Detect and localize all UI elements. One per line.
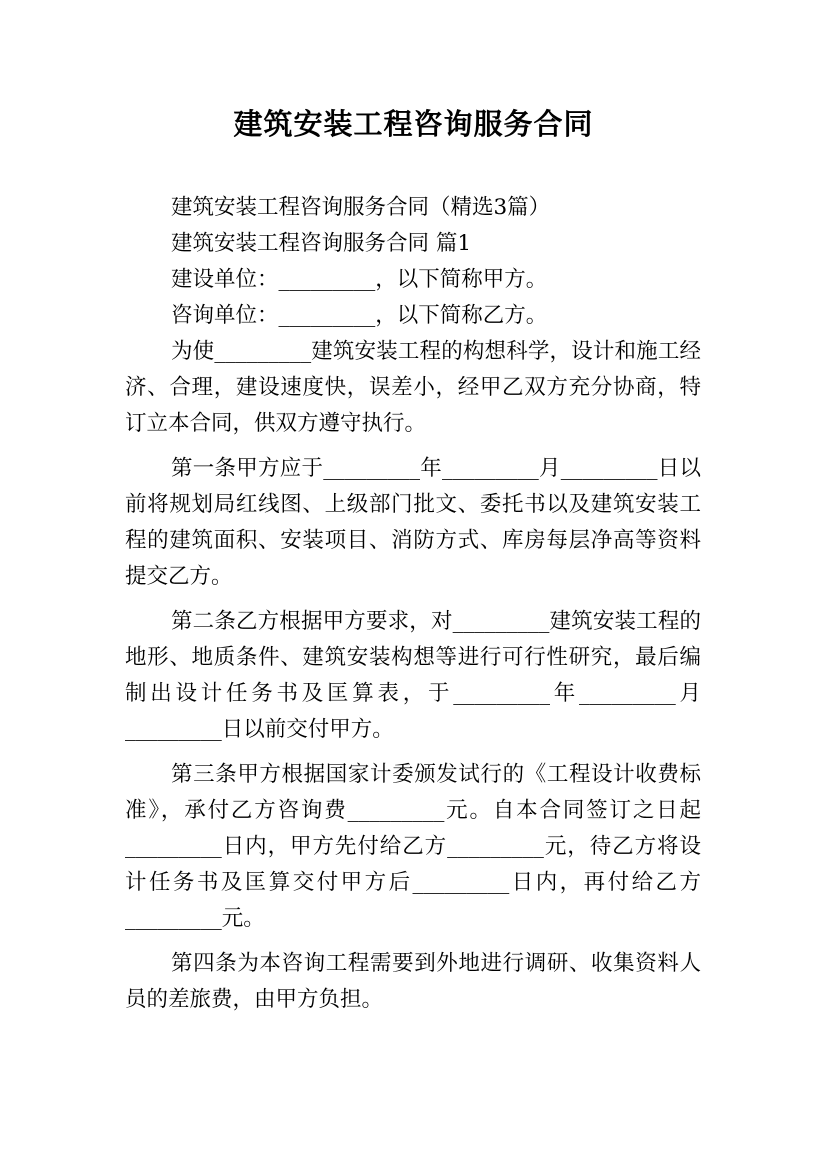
section-heading: 建筑安装工程咨询服务合同 篇1	[171, 231, 472, 256]
party-b-line: 咨询单位：_________，以下简称乙方。	[171, 303, 548, 328]
article-2-paragraph: 第二条乙方根据甲方要求，对_________建筑安装工程的地形、地质条件、建筑安装构想等进行可行性研究，最后编制出设计任务书及匡算表，于_________年_________月_________日以前交付甲方。	[125, 609, 701, 742]
party-a-line: 建设单位：_________，以下简称甲方。	[171, 267, 548, 292]
article-1-paragraph: 第一条甲方应于_________年_________月_________日以前将规划局红线图、上级部门批文、委托书以及建筑安装工程的建筑面积、安装项目、消防方式、库房每层净高等资料提交乙方。	[125, 456, 701, 589]
document-title: 建筑安装工程咨询服务合同	[233, 107, 594, 141]
article-3-paragraph: 第三条甲方根据国家计委颁发试行的《工程设计收费标准》，承付乙方咨询费_________元。自本合同签订之日起_________日内，甲方先付给乙方_________元，待乙方将设计任务书及匡算交付甲方后_________日内，再付给乙方_________元。	[125, 762, 701, 931]
preamble-paragraph: 为使_________建筑安装工程的构想科学，设计和施工经济、合理，建设速度快，误差小，经甲乙双方充分协商，特订立本合同，供双方遵守执行。	[125, 339, 701, 436]
document-subtitle: 建筑安装工程咨询服务合同（精选3篇）	[171, 195, 551, 220]
article-4-paragraph: 第四条为本咨询工程需要到外地进行调研、收集资料人员的差旅费，由甲方负担。	[125, 951, 701, 1012]
document-body	[125, 190, 701, 1018]
